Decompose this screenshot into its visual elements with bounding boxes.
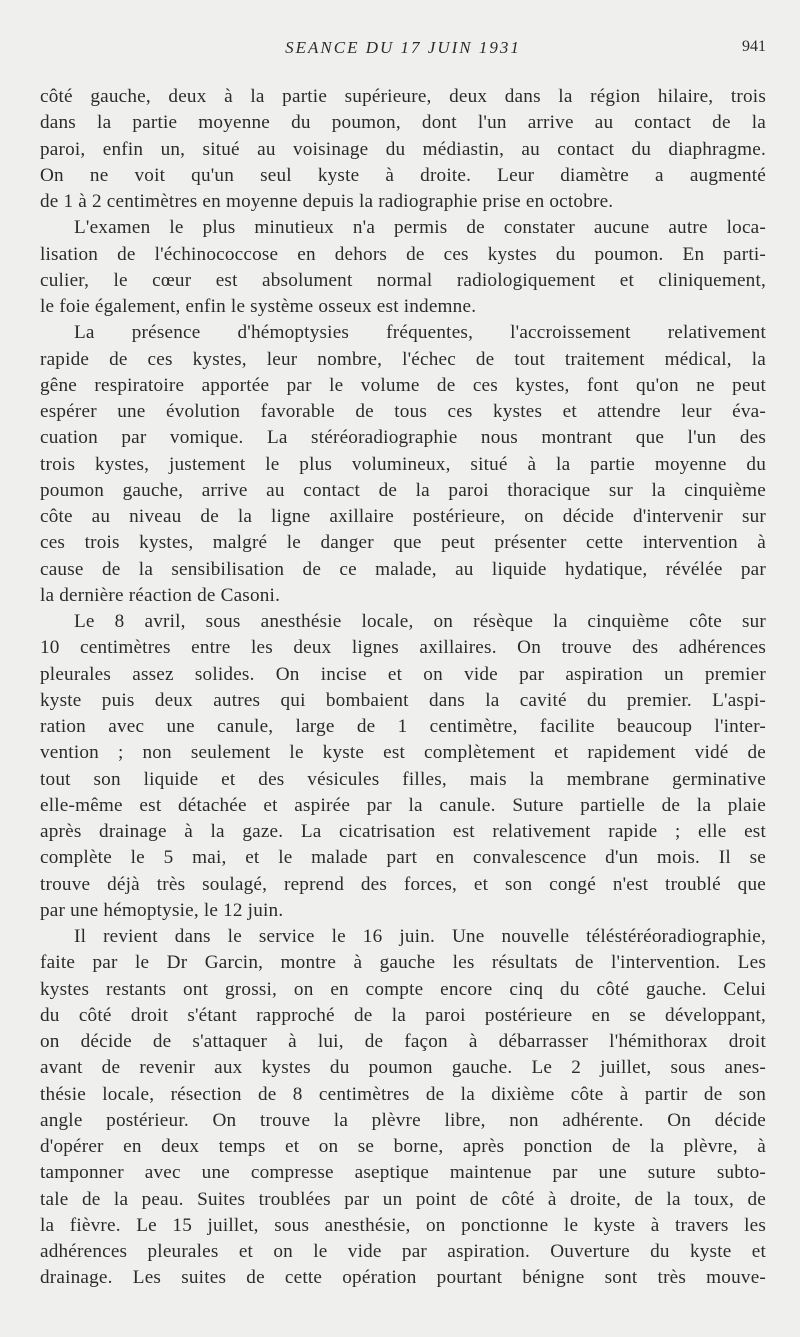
text-line: tout son liquide et des vésicules filles, mais la membrane germinative <box>40 768 766 790</box>
text-line: adhérences pleurales et on le vide par aspiration. Ouverture du kyste et <box>40 1241 766 1262</box>
text-line: tale de la peau. Suites troublées par un point de côté à droite, de la toux, de <box>40 1188 766 1210</box>
text-line: kyste puis deux autres qui bombaient dans la cavité du premier. L'aspi- <box>40 689 766 711</box>
text-line: cause de la sensibilisation de ce malade, au liquide hydatique, révélée par <box>40 558 766 580</box>
text-line: 10 centimètres entre les deux lignes axillaires. On trouve des adhérences <box>40 637 766 659</box>
text-line: thésie locale, résection de 8 centimètres de la dixième côte à partir de son <box>40 1083 766 1105</box>
text-line: L'examen le plus minutieux n'a permis de constater aucune autre loca- <box>74 217 766 239</box>
text-line: ration avec une canule, large de 1 centimètre, facilite beaucoup l'inter- <box>40 716 766 737</box>
body-text <box>40 84 766 1292</box>
text-line: cuation par vomique. La stéréoradiographie nous montrant que l'un des <box>40 427 766 449</box>
text-line: dans la partie moyenne du poumon, dont l'un arrive au contact de la <box>40 112 766 134</box>
text-line: le foie également, enfin le système osseux est indemne. <box>40 296 477 317</box>
text-line: Il revient dans le service le 16 juin. Une nouvelle téléstéréoradiographie, <box>74 926 766 947</box>
text-line: avant de revenir aux kystes du poumon gauche. Le 2 juillet, sous anes- <box>40 1057 766 1079</box>
text-line: d'opérer en deux temps et on se borne, après ponction de la plèvre, à <box>40 1136 766 1157</box>
text-line: gêne respiratoire apportée par le volume de ces kystes, font qu'on ne peut <box>40 374 766 396</box>
running-header <box>40 38 766 62</box>
text-line: on décide de s'attaquer à lui, de façon à débarrasser l'hémithorax droit <box>40 1031 766 1052</box>
text-line: trois kystes, justement le plus volumineux, situé à la partie moyenne du <box>40 453 766 475</box>
text-line: la dernière réaction de Casoni. <box>40 584 281 606</box>
text-line: trouve déjà très soulagé, reprend des forces, et son congé n'est troublé que <box>40 873 766 895</box>
text-line: paroi, enfin un, situé au voisinage du médiastin, au contact du diaphragme. <box>40 138 766 160</box>
text-line: Le 8 avril, sous anesthésie locale, on résèque la cinquième côte sur <box>74 611 766 632</box>
text-line: tamponner avec une compresse aseptique maintenue par une suture subto- <box>40 1162 766 1184</box>
text-line: culier, le cœur est absolument normal radiologiquement et cliniquement, <box>40 269 766 291</box>
text-line: lisation de l'échinococcose en dehors de ces kystes du poumon. En parti- <box>40 243 766 265</box>
text-line: côté gauche, deux à la partie supérieure, deux dans la région hilaire, trois <box>40 86 766 107</box>
text-line: par une hémoptysie, le 12 juin. <box>40 899 284 921</box>
text-line: vention ; non seulement le kyste est complètement et rapidement vidé de <box>40 742 766 764</box>
text-line: espérer une évolution favorable de tous ces kystes et attendre leur éva- <box>40 401 766 422</box>
text-line: côte au niveau de la ligne axillaire postérieure, on décide d'intervenir sur <box>40 506 766 527</box>
text-line: de 1 à 2 centimètres en moyenne depuis la radiographie prise en octobre. <box>40 191 614 212</box>
text-line: kystes restants ont grossi, on en compte encore cinq du côté gauche. Celui <box>40 978 766 1000</box>
text-line: drainage. Les suites de cette opération pourtant bénigne sont très mouve- <box>40 1267 766 1289</box>
text-line: après drainage à la gaze. La cicatrisation est relativement rapide ; elle est <box>40 821 766 842</box>
text-line: angle postérieur. On trouve la plèvre libre, non adhérente. On décide <box>40 1109 766 1131</box>
text-line: faite par le Dr Garcin, montre à gauche les résultats de l'intervention. Les <box>40 952 766 974</box>
text-line: On ne voit qu'un seul kyste à droite. Leur diamètre a augmenté <box>40 164 766 186</box>
text-line: poumon gauche, arrive au contact de la paroi thoracique sur la cinquième <box>40 479 766 501</box>
text-line: pleurales assez solides. On incise et on vide par aspiration un premier <box>40 663 766 685</box>
running-title: SEANCE DU 17 JUIN 1931 <box>285 38 521 57</box>
text-line: La présence d'hémoptysies fréquentes, l'accroissement relativement <box>74 322 766 344</box>
text-line: complète le 5 mai, et le malade part en convalescence d'un mois. Il se <box>40 847 766 869</box>
text-line: ces trois kystes, malgré le danger que peut présenter cette intervention à <box>40 532 766 554</box>
text-line: elle-même est détachée et aspirée par la canule. Suture partielle de la plaie <box>40 794 766 816</box>
page-number: 941 <box>742 38 766 55</box>
text-line: la fièvre. Le 15 juillet, sous anesthésie, on ponctionne le kyste à travers les <box>40 1214 766 1236</box>
text-line: du côté droit s'étant rapproché de la paroi postérieure en se développant, <box>40 1004 766 1026</box>
text-line: rapide de ces kystes, leur nombre, l'échec de tout traitement médical, la <box>40 348 766 370</box>
